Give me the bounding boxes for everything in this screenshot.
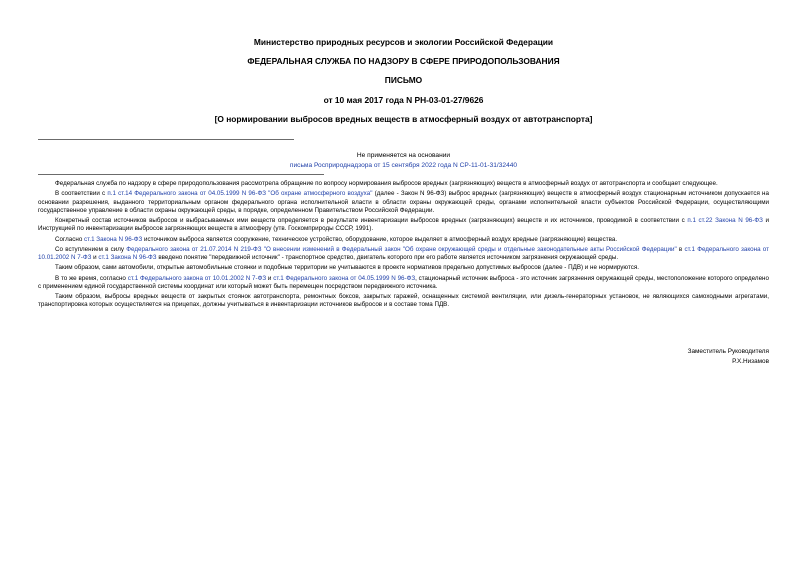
law-reference-link[interactable]: п.1 ст.22 Закона N 96-ФЗ: [687, 217, 763, 224]
body-paragraph: [38, 264, 769, 272]
law-reference-link[interactable]: ст.1 Федерального закона от 10.01.2002 N 7-ФЗ: [38, 245, 769, 261]
service-title: ФЕДЕРАЛЬНАЯ СЛУЖБА ПО НАДЗОРУ В СФЕРЕ ПРИРОДОПОЛЬЗОВАНИЯ: [247, 56, 560, 66]
paragraph-text: Федеральная служба по надзору в сфере природопользования рассмотрела обращение по вопросу нормирования выбросов вредных (загрязняющих) веществ в атмосферный воздух от автотранспорта и сообщает следующее.: [55, 180, 718, 187]
body-paragraph: [38, 217, 769, 234]
paragraph-text: и: [91, 254, 99, 261]
document-subject: [О нормировании выбросов вредных веществ в атмосферный воздух от автотранспорта]: [214, 114, 593, 124]
ministry-title: Министерство природных ресурсов и экологии Российской Федерации: [253, 37, 554, 47]
law-reference-link[interactable]: ст.1 Закона N 96-ФЗ: [84, 235, 143, 243]
paragraph-text: В то же время, согласно: [55, 274, 128, 282]
paragraph-text: Конкретный состав источников выбросов и выбрасываемых ими веществ определяется в результате инвентаризации выбросов вредных (загрязняющих) веществ и их источников, проводимой в соответствии с: [55, 217, 688, 224]
paragraph-text: введено понятие "передвижной источник" - транспортное средство, двигатель которого при его работе является источником загрязнения окружающей среды.: [156, 254, 619, 261]
law-reference-link[interactable]: п.1 ст.14 Федерального закона от 04.05.1999 N 96-ФЗ "Об охране атмосферного воздуха": [107, 190, 373, 198]
body-paragraph: [38, 246, 769, 263]
document-type: ПИСЬМО: [384, 75, 423, 85]
status-divider: [38, 174, 324, 175]
document-body: [38, 180, 769, 312]
paragraph-text: и: [266, 274, 274, 282]
paragraph-text: в: [676, 245, 685, 253]
signature-position: Заместитель Руководителя: [687, 348, 769, 355]
status-note-link[interactable]: письма Росприроднадзора от 15 сентября 2022 года N СР-11-01-31/32440: [289, 162, 518, 169]
body-paragraph: [38, 293, 769, 310]
status-note-text: Не применяется на основании: [356, 152, 451, 159]
body-paragraph: [38, 275, 769, 292]
paragraph-text: Таким образом, сами автомобили, открытые автомобильные стоянки и подобные территории не учитываются в проекте нормативов предельно допустимых выбросов (далее - ПДВ) и не нормируются.: [55, 264, 640, 272]
paragraph-text: Согласно: [55, 235, 85, 243]
document-date-number: от 10 мая 2017 года N РН-03-01-27/9626: [323, 95, 484, 105]
body-paragraph: [38, 236, 769, 244]
paragraph-text: Таким образом, выбросы вредных веществ от закрытых стоянок автотранспорта, ремонтных боксов, закрытых гаражей, оснащенных системой вентиляции, или дизель-генераторных установок, не являющихся самоходными агрегатами, транспортировка которых осуществляется на прицепах, должны учитываться в инвентаризации источников выбросов и в составе тома ПДВ.: [38, 293, 769, 309]
paragraph-text: В соответствии с: [55, 190, 108, 198]
law-reference-link[interactable]: ст.1 Федерального закона от 04.05.1999 N 96-ФЗ: [273, 274, 416, 282]
paragraph-text: , стационарный источник выброса - это источник загрязнения окружающей среды, местоположение которого определено с применением единой государственной системы координат или который может быть перемещен посредством передвижного источника.: [38, 274, 769, 290]
top-divider: [38, 139, 294, 140]
paragraph-text: и Инструкцией по инвентаризации выбросов загрязняющих веществ в атмосферу (утв. Госкомприроды СССР, 1991).: [38, 217, 769, 233]
signature-name: Р.Х.Низамов: [732, 358, 769, 365]
body-paragraph: [38, 190, 769, 215]
paragraph-text: Со вступлением в силу: [55, 245, 127, 253]
body-paragraph: [38, 180, 769, 188]
law-reference-link[interactable]: ст.1 Федерального закона от 10.01.2002 N 7-ФЗ: [127, 274, 267, 282]
law-reference-link[interactable]: Федерального закона от 21.07.2014 N 219-ФЗ "О внесении изменений в Федеральный закон "Об охране окружающей среды и отдельные законодательные акты Российской Федерации": [126, 245, 677, 253]
paragraph-text: источником выброса является сооружение, техническое устройство, оборудование, которое выделяет в атмосферный воздух вредные (загрязняющие) вещества.: [142, 235, 618, 243]
paragraph-text: (далее - Закон N 96-ФЗ) выброс вредных (загрязняющих) веществ в атмосферный воздух стационарным источником допускается на основании разрешения, выданного территориальным органом федерального органа исполнительной власти в области охраны окружающей среды, органами исполнительной власти субъектов Российской Федерации, осуществляющими государственное управление в области охраны окружающей среды, в порядке, определенном Правительством Российской Федерации.: [38, 190, 769, 214]
law-reference-link[interactable]: ст.1 Закона N 96-ФЗ: [98, 254, 157, 261]
